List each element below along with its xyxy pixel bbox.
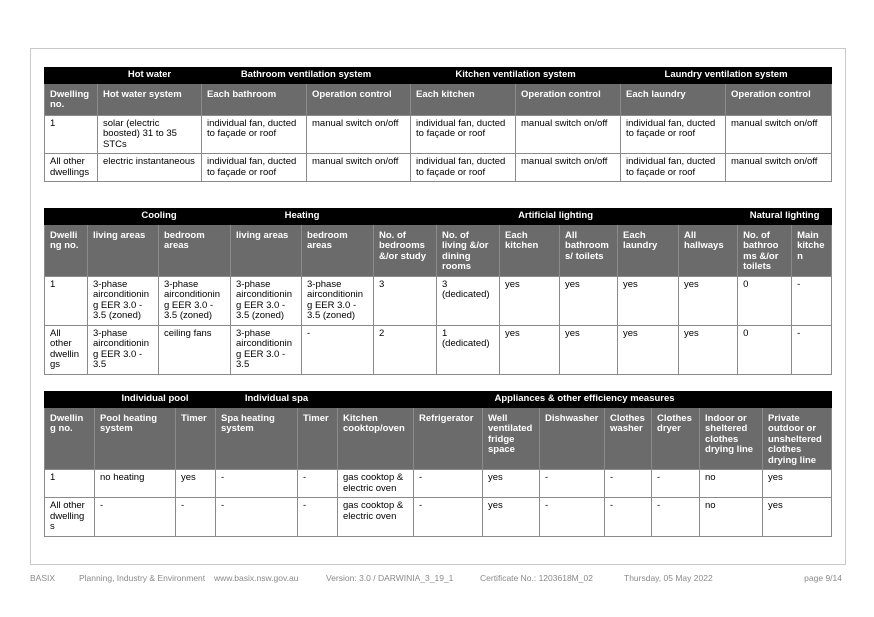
table-cell: - (216, 498, 298, 537)
column-header: Refrigerator (414, 407, 483, 470)
group-header-row (45, 68, 832, 84)
table-cell: manual switch on/off (726, 115, 832, 154)
column-header: Spa heating system (216, 407, 298, 470)
column-header-row (45, 224, 832, 276)
table-cell: 3 (374, 276, 437, 325)
group-blank (45, 392, 95, 408)
column-header: Clothes dryer (652, 407, 700, 470)
footer-version: Version: 3.0 / DARWINIA_3_19_1 (326, 573, 454, 583)
table-cell: yes (679, 276, 738, 325)
table-cell: individual fan, ducted to façade or roof (621, 154, 726, 182)
table-cell: manual switch on/off (307, 115, 411, 154)
column-header: Indoor or sheltered clothes drying line (700, 407, 763, 470)
table-cell: solar (electric boosted) 31 to 35 STCs (98, 115, 202, 154)
table-cell: 3-phase airconditioning EER 3.0 - 3.5 (zoned) (302, 276, 374, 325)
table-cell: electric instantaneous (98, 154, 202, 182)
column-header: No. of bathrooms &/or toilets (738, 224, 792, 276)
table-cell: - (605, 498, 652, 537)
group-individual-pool: Individual pool (95, 392, 216, 408)
column-header: Timer (298, 407, 338, 470)
table-cell: individual fan, ducted to façade or roof (621, 115, 726, 154)
pool-spa-appliances-table (44, 391, 832, 537)
footer-website: www.basix.nsw.gov.au (214, 573, 299, 583)
table-cell: yes (763, 498, 832, 537)
table-cell: - (298, 470, 338, 498)
column-header: bedroom areas (159, 224, 231, 276)
table-row (45, 115, 832, 154)
column-header: Kitchen cooktop/oven (338, 407, 414, 470)
table-cell: - (95, 498, 176, 537)
column-header: Dwelling no. (45, 224, 88, 276)
table-cell: 1 (dedicated) (437, 325, 500, 374)
table-cell: yes (560, 276, 618, 325)
column-header: Operation control (307, 83, 411, 115)
table-cell: ceiling fans (159, 325, 231, 374)
table-cell: no (700, 498, 763, 537)
table-cell: 1 (45, 115, 98, 154)
column-header: All bathrooms/ toilets (560, 224, 618, 276)
table-row (45, 325, 832, 374)
table-cell: yes (560, 325, 618, 374)
column-header: Each kitchen (500, 224, 560, 276)
table-cell: - (792, 276, 832, 325)
column-header: Timer (176, 407, 216, 470)
table-cell: - (652, 498, 700, 537)
column-header: Each laundry (618, 224, 679, 276)
table-cell: yes (483, 470, 540, 498)
table-cell: individual fan, ducted to façade or roof (411, 154, 516, 182)
footer-page-number: page 9/14 (804, 573, 842, 583)
table-cell: yes (483, 498, 540, 537)
group-bathroom-ventilation: Bathroom ventilation system (202, 68, 411, 84)
table-row (45, 276, 832, 325)
column-header: Main kitchen (792, 224, 832, 276)
column-header: Private outdoor or unsheltered clothes drying line (763, 407, 832, 470)
table-cell: 0 (738, 276, 792, 325)
group-appliances: Appliances & other efficiency measures (338, 392, 832, 408)
group-header-row (45, 392, 832, 408)
footer-certificate: Certificate No.: 1203618M_02 (480, 573, 593, 583)
column-header: living areas (88, 224, 159, 276)
column-header: Dishwasher (540, 407, 605, 470)
table-row (45, 470, 832, 498)
table-cell: - (540, 470, 605, 498)
table-cell: gas cooktop & electric oven (338, 498, 414, 537)
column-header: No. of living &/or dining rooms (437, 224, 500, 276)
column-header-row (45, 83, 832, 115)
table-cell: yes (679, 325, 738, 374)
table-cell: no (700, 470, 763, 498)
cooling-heating-lighting-table (44, 208, 832, 375)
table-cell: manual switch on/off (516, 115, 621, 154)
column-header: Operation control (516, 83, 621, 115)
ventilation-table (44, 67, 832, 182)
column-header: bedroom areas (302, 224, 374, 276)
table-cell: manual switch on/off (726, 154, 832, 182)
table-cell: yes (176, 470, 216, 498)
group-kitchen-ventilation: Kitchen ventilation system (411, 68, 621, 84)
table-cell: yes (763, 470, 832, 498)
table-cell: - (298, 498, 338, 537)
column-header: Operation control (726, 83, 832, 115)
table-cell: yes (500, 276, 560, 325)
table-cell: - (605, 470, 652, 498)
column-header: Pool heating system (95, 407, 176, 470)
column-header: Each kitchen (411, 83, 516, 115)
table-cell: - (414, 498, 483, 537)
table-cell: 1 (45, 276, 88, 325)
column-header: No. of bedrooms &/or study (374, 224, 437, 276)
table-cell: 3-phase airconditioning EER 3.0 - 3.5 (231, 325, 302, 374)
table-cell: All other dwellings (45, 154, 98, 182)
table-cell: - (414, 470, 483, 498)
table-cell: individual fan, ducted to façade or roof (411, 115, 516, 154)
column-header: Dwelling no. (45, 83, 98, 115)
column-header: All hallways (679, 224, 738, 276)
column-header: living areas (231, 224, 302, 276)
group-blank (45, 68, 98, 84)
footer-brand: BASIX (30, 573, 56, 583)
table-cell: yes (618, 325, 679, 374)
table-cell: individual fan, ducted to façade or roof (202, 115, 307, 154)
column-header: Hot water system (98, 83, 202, 115)
table-cell: 0 (738, 325, 792, 374)
table-cell: - (176, 498, 216, 537)
table-cell: yes (618, 276, 679, 325)
table-row (45, 498, 832, 537)
table-cell: manual switch on/off (516, 154, 621, 182)
table-cell: All other dwellings (45, 498, 95, 537)
column-header: Clothes washer (605, 407, 652, 470)
table-cell: - (216, 470, 298, 498)
column-header-row (45, 407, 832, 470)
table-cell: - (302, 325, 374, 374)
page-footer (30, 573, 844, 585)
table-cell: - (652, 470, 700, 498)
group-hot-water: Hot water (98, 68, 202, 84)
table-cell: 3-phase airconditioning EER 3.0 - 3.5 (zoned) (159, 276, 231, 325)
table-row (45, 154, 832, 182)
table-cell: 3-phase airconditioning EER 3.0 - 3.5 (zoned) (231, 276, 302, 325)
group-natural-lighting: Natural lighting (738, 209, 832, 225)
table-cell: 2 (374, 325, 437, 374)
table-cell: 3 (dedicated) (437, 276, 500, 325)
group-blank (45, 209, 88, 225)
group-header-row (45, 209, 832, 225)
table-cell: gas cooktop & electric oven (338, 470, 414, 498)
table-cell: yes (500, 325, 560, 374)
group-individual-spa: Individual spa (216, 392, 338, 408)
table-cell: 3-phase airconditioning EER 3.0 - 3.5 (88, 325, 159, 374)
column-header: Dwelling no. (45, 407, 95, 470)
table-cell: individual fan, ducted to façade or roof (202, 154, 307, 182)
column-header: Each bathroom (202, 83, 307, 115)
footer-department: Planning, Industry & Environment (79, 573, 206, 583)
footer-date: Thursday, 05 May 2022 (624, 573, 713, 583)
table-cell: 1 (45, 470, 95, 498)
column-header: Each laundry (621, 83, 726, 115)
group-laundry-ventilation: Laundry ventilation system (621, 68, 832, 84)
table-cell: - (792, 325, 832, 374)
group-heating: Heating (231, 209, 374, 225)
table-cell: manual switch on/off (307, 154, 411, 182)
group-cooling: Cooling (88, 209, 231, 225)
group-artificial-lighting: Artificial lighting (374, 209, 738, 225)
table-cell: no heating (95, 470, 176, 498)
table-cell: All other dwellings (45, 325, 88, 374)
table-cell: - (540, 498, 605, 537)
column-header: Well ventilated fridge space (483, 407, 540, 470)
table-cell: 3-phase airconditioning EER 3.0 - 3.5 (zoned) (88, 276, 159, 325)
